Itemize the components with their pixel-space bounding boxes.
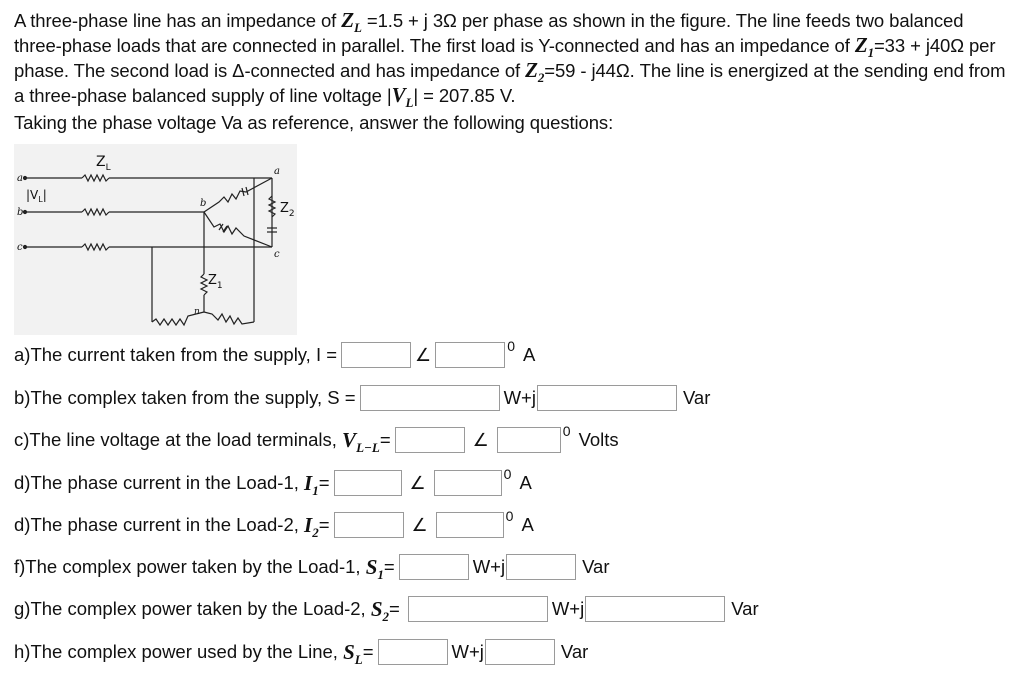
z1-sub: 1: [867, 45, 874, 61]
s2-symbol: $S_2$: [370, 596, 390, 624]
problem-statement: [14, 8, 1014, 135]
degree-mark: 0: [505, 508, 514, 524]
unit-label: A: [522, 344, 536, 365]
question-d: [14, 466, 532, 498]
angle-symbol: ∠: [415, 344, 432, 365]
question-g: [14, 595, 759, 623]
zl-sub: L: [354, 20, 362, 36]
circuit-diagram: [14, 144, 297, 335]
question-c: [14, 423, 619, 455]
fig-z1-label: $Z_1$: [208, 273, 223, 291]
unit-label: Volts: [578, 429, 619, 450]
question-g-label: g)The complex power taken by the Load-2,: [14, 598, 366, 619]
question-h: [14, 638, 588, 666]
load1-current-angle-input[interactable]: [434, 470, 502, 496]
question-d2-label: d)The phase current in the Load-2,: [14, 514, 299, 535]
angle-symbol: ∠: [472, 429, 489, 450]
current-magnitude-input[interactable]: [341, 342, 411, 368]
sl-symbol: $S_L$: [343, 639, 363, 667]
fig-vl-label: $|V_L|$: [26, 188, 47, 204]
instruction-text: Taking the phase voltage Va as reference, answer the following questions:: [14, 112, 614, 133]
unit-label: Var: [582, 556, 610, 577]
intro-text-1: A three-phase line has an impedance of: [14, 10, 337, 31]
z1-sym: Z: [854, 33, 868, 57]
question-b: [14, 384, 710, 412]
z2-symbol: [525, 58, 545, 86]
wj-label: W+j: [551, 598, 585, 619]
line-voltage-magnitude-input[interactable]: [395, 427, 465, 453]
unit-label: Var: [560, 641, 589, 662]
z2-value: =59 - j44Ω. The line is energized at the sending end from a three-phase balanced supply of line voltage |: [14, 60, 1006, 106]
question-a: [14, 338, 536, 369]
unit-label: A: [519, 472, 532, 493]
equals: =: [379, 429, 391, 450]
z2-sub: 2: [537, 70, 545, 86]
fig-z2-label: $Z_2$: [280, 201, 295, 219]
load2-real-power-input[interactable]: [408, 596, 548, 622]
unit-label: Var: [682, 387, 711, 408]
question-f: [14, 553, 610, 581]
vl-value: | = 207.85 V.: [413, 85, 516, 106]
vl-symbol: [391, 83, 414, 111]
vl-sub: L: [405, 95, 414, 111]
line-reactive-power-input[interactable]: [485, 639, 555, 665]
unit-label: Var: [731, 598, 759, 619]
wj-label: W+j: [472, 556, 506, 577]
degree-mark: 0: [503, 466, 512, 482]
equals: =: [318, 514, 330, 535]
angle-symbol: ∠: [411, 514, 428, 535]
zl-value: =1.5 + j 3Ω per phase as shown in the figure. The line feeds two balanced three-phase loads that are connected in parallel. The first load is Y-connected and has an impedance of: [14, 10, 964, 56]
question-d2: [14, 508, 534, 540]
question-c-label: c)The line voltage at the load terminals,: [14, 429, 337, 450]
s1-symbol: $S_1$: [365, 554, 384, 582]
current-angle-input[interactable]: [435, 342, 505, 368]
fig-node-a2: a: [274, 166, 280, 177]
vll-symbol: $V_{L-L}$: [342, 427, 380, 455]
load2-current-magnitude-input[interactable]: [334, 512, 404, 538]
z1-value: =33 + j40Ω per phase. The second load is Δ-connected and has impedance of: [14, 35, 996, 81]
equals: =: [383, 556, 395, 577]
equals: =: [362, 641, 374, 662]
z1-symbol: [854, 33, 874, 61]
i2-symbol: $I_2$: [304, 512, 319, 540]
degree-mark: 0: [562, 423, 571, 439]
degree-mark: 0: [507, 338, 515, 354]
load2-reactive-power-input[interactable]: [585, 596, 725, 622]
equals: =: [389, 598, 400, 619]
fig-node-b: b: [17, 207, 24, 218]
question-f-label: f)The complex power taken by the Load-1,: [14, 556, 361, 577]
question-b-label: b)The complex taken from the supply, S =: [14, 387, 356, 408]
fig-node-c2: c: [274, 249, 280, 260]
circuit-figure: [14, 144, 297, 335]
load2-current-angle-input[interactable]: [436, 512, 504, 538]
load1-real-power-input[interactable]: [399, 554, 469, 580]
line-voltage-angle-input[interactable]: [497, 427, 561, 453]
line-real-power-input[interactable]: [378, 639, 448, 665]
fig-node-n: n: [194, 307, 200, 317]
supply-reactive-power-input[interactable]: [537, 385, 677, 411]
equals: =: [318, 472, 330, 493]
load1-reactive-power-input[interactable]: [506, 554, 576, 580]
fig-node-c: c: [17, 242, 23, 253]
load1-current-magnitude-input[interactable]: [334, 470, 402, 496]
wj-label: W+j: [503, 387, 536, 408]
question-a-label: a)The current taken from the supply, I =: [14, 344, 338, 365]
supply-real-power-input[interactable]: [360, 385, 500, 411]
zl-symbol: [341, 8, 362, 36]
wj-label: W+j: [451, 641, 484, 662]
unit-label: A: [521, 514, 534, 535]
fig-node-a: a: [17, 173, 23, 184]
angle-symbol: ∠: [409, 472, 426, 493]
i1-symbol: $I_1$: [304, 470, 319, 498]
question-h-label: h)The complex power used by the Line,: [14, 641, 338, 662]
question-d-label: d)The phase current in the Load-1,: [14, 472, 299, 493]
problem-text: [14, 8, 1014, 111]
zl-sym: Z: [341, 8, 355, 32]
fig-node-b2: b: [200, 198, 207, 209]
z2-sym: Z: [525, 58, 538, 82]
fig-zl-label: $Z_L$: [96, 154, 111, 173]
vl-sym: V: [391, 83, 406, 107]
